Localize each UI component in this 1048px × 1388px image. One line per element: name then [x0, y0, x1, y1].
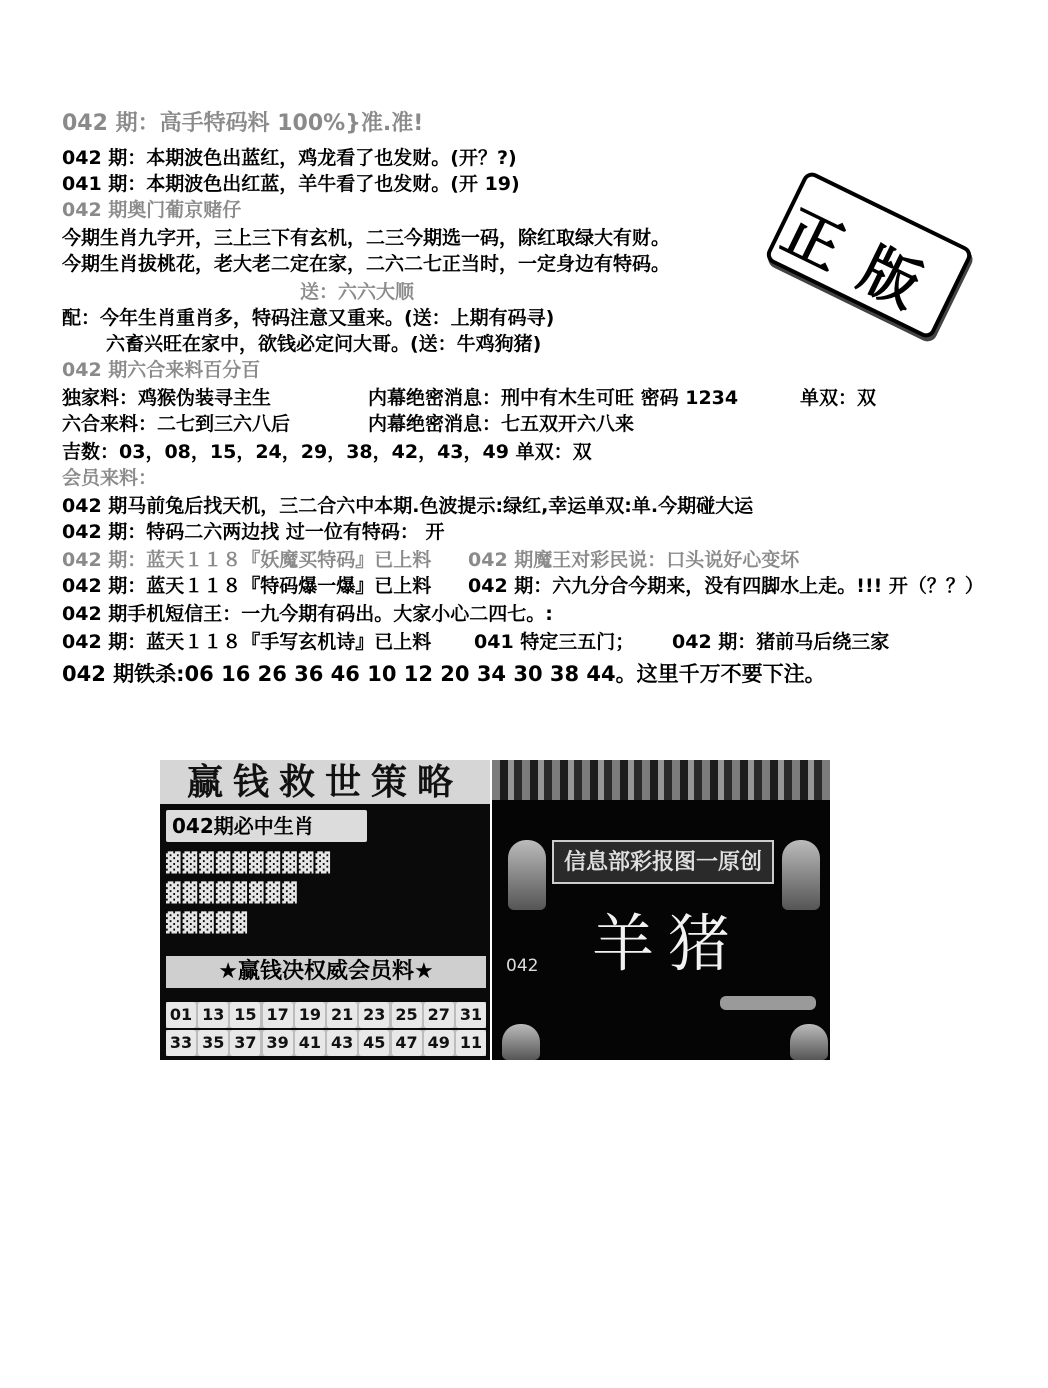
text-line: 内幕绝密消息：七五双开六八来	[368, 413, 635, 435]
kill-numbers: 042 期铁杀:06 16 26 36 46 10 12 20 34 30 38 44。这里千万不要下注。	[62, 662, 826, 686]
text-line: 042 期：六九分合今期来，没有四脚水上走。!!! 开（？？）	[468, 575, 984, 597]
number-cell: 45	[359, 1030, 389, 1056]
number-cell: 31	[456, 1002, 486, 1028]
number-cell: 17	[263, 1002, 293, 1028]
lucky-numbers: 吉数：03，08，15，24，29，38，42，43，49 单双：双	[62, 441, 592, 463]
number-cell: 15	[230, 1002, 260, 1028]
text-line: 042 期马前兔后找天机，三二合六中本期.色波提示:绿红,幸运单双:单.今期碰大运	[62, 495, 754, 517]
number-cell: 13	[198, 1002, 228, 1028]
number-cell: 19	[295, 1002, 325, 1028]
text-line: 042 期魔王对彩民说：口头说好心变坏	[468, 549, 800, 571]
strategy-image	[160, 760, 490, 1060]
number-cell: 41	[295, 1030, 325, 1056]
number-cell: 43	[327, 1030, 357, 1056]
number-cell: 37	[230, 1030, 260, 1056]
blurred-row: ▓▓▓▓▓	[166, 912, 250, 934]
number-cell: 27	[424, 1002, 454, 1028]
blurred-row: ▓▓▓▓▓▓▓▓	[166, 882, 299, 904]
number-cell: 23	[359, 1002, 389, 1028]
text-line: 内幕绝密消息：刑中有木生可旺 密码 1234	[368, 387, 739, 409]
member-banner: ★赢钱决权威会员料★	[166, 956, 486, 988]
strategy-banner: 赢钱救世策略	[160, 760, 490, 804]
number-cell: 25	[392, 1002, 422, 1028]
text-line: 042 期：蓝天１１８『妖魔买特码』已上料	[62, 549, 432, 571]
section-heading: 042 期六合来料百分百	[62, 359, 261, 381]
zodiac-header: 信息部彩报图一原创	[552, 840, 774, 884]
text-line: 042 期：特码二六两边找 过一位有特码： 开	[62, 521, 445, 543]
section-heading: 会员来料：	[62, 467, 158, 489]
zodiac-text: 羊猪	[592, 907, 745, 980]
text-line: 今期生肖拔桃花，老大老二定在家，二六二七正当时，一定身边有特码。	[62, 253, 671, 275]
text-line: 独家料：鸡猴伪装寻主生	[62, 387, 272, 409]
text-line: 六畜兴旺在家中，欲钱必定问大哥。(送：牛鸡狗猪)	[106, 333, 542, 355]
headline: 042 期：高手特码料 100%}准.准!	[62, 111, 424, 136]
text-line: 送：六六大顺	[300, 281, 415, 303]
number-cell: 21	[327, 1002, 357, 1028]
number-cell: 33	[166, 1030, 196, 1056]
text-line: 配：今年生肖重肖多，特码注意又重来。(送：上期有码寻)	[62, 307, 555, 329]
text-line: 042 期：蓝天１１８『特码爆一爆』已上料	[62, 575, 432, 597]
text-line: 单双：双	[800, 387, 877, 409]
portrait-bottom-left	[502, 1024, 540, 1060]
number-cell: 11	[456, 1030, 486, 1056]
authentic-stamp	[763, 169, 974, 340]
text-line: 042 期手机短信王：一九今期有码出。大家小心二四七。:	[62, 603, 553, 625]
portrait-right	[782, 840, 820, 910]
text-line: 042 期：本期波色出蓝红，鸡龙看了也发财。(开？?)	[62, 147, 517, 169]
portrait-left	[508, 840, 546, 910]
stamp-text: 正版	[771, 196, 957, 334]
zodiac-image	[492, 760, 830, 1060]
flower-border	[492, 760, 830, 800]
text-line: 041 特定三五门；	[474, 631, 635, 653]
text-line: 六合来料：二七到三六八后	[62, 413, 291, 435]
portrait-bottom-right	[790, 1024, 828, 1060]
number-cell: 01	[166, 1002, 196, 1028]
number-cell: 39	[263, 1030, 293, 1056]
number-cell: 49	[424, 1030, 454, 1056]
number-row-1	[166, 1002, 486, 1028]
number-cell: 47	[392, 1030, 422, 1056]
number-row-2	[166, 1030, 486, 1056]
text-line: 041 期：本期波色出红蓝，羊牛看了也发财。(开 19)	[62, 173, 520, 195]
section-heading: 042 期奥门葡京赌仔	[62, 199, 242, 221]
number-cell: 35	[198, 1030, 228, 1056]
text-line: 042 期：蓝天１１８『手写玄机诗』已上料	[62, 631, 432, 653]
issue-number: 042	[506, 956, 539, 976]
signature-mark	[720, 996, 816, 1010]
blurred-row: ▓▓▓▓▓▓▓▓▓▓	[166, 852, 333, 874]
strategy-subtitle: 042期必中生肖	[166, 810, 367, 842]
text-line: 042 期：猪前马后绕三家	[672, 631, 890, 653]
text-line: 今期生肖九字开，三上三下有玄机，二三今期选一码，除红取绿大有财。	[62, 227, 671, 249]
